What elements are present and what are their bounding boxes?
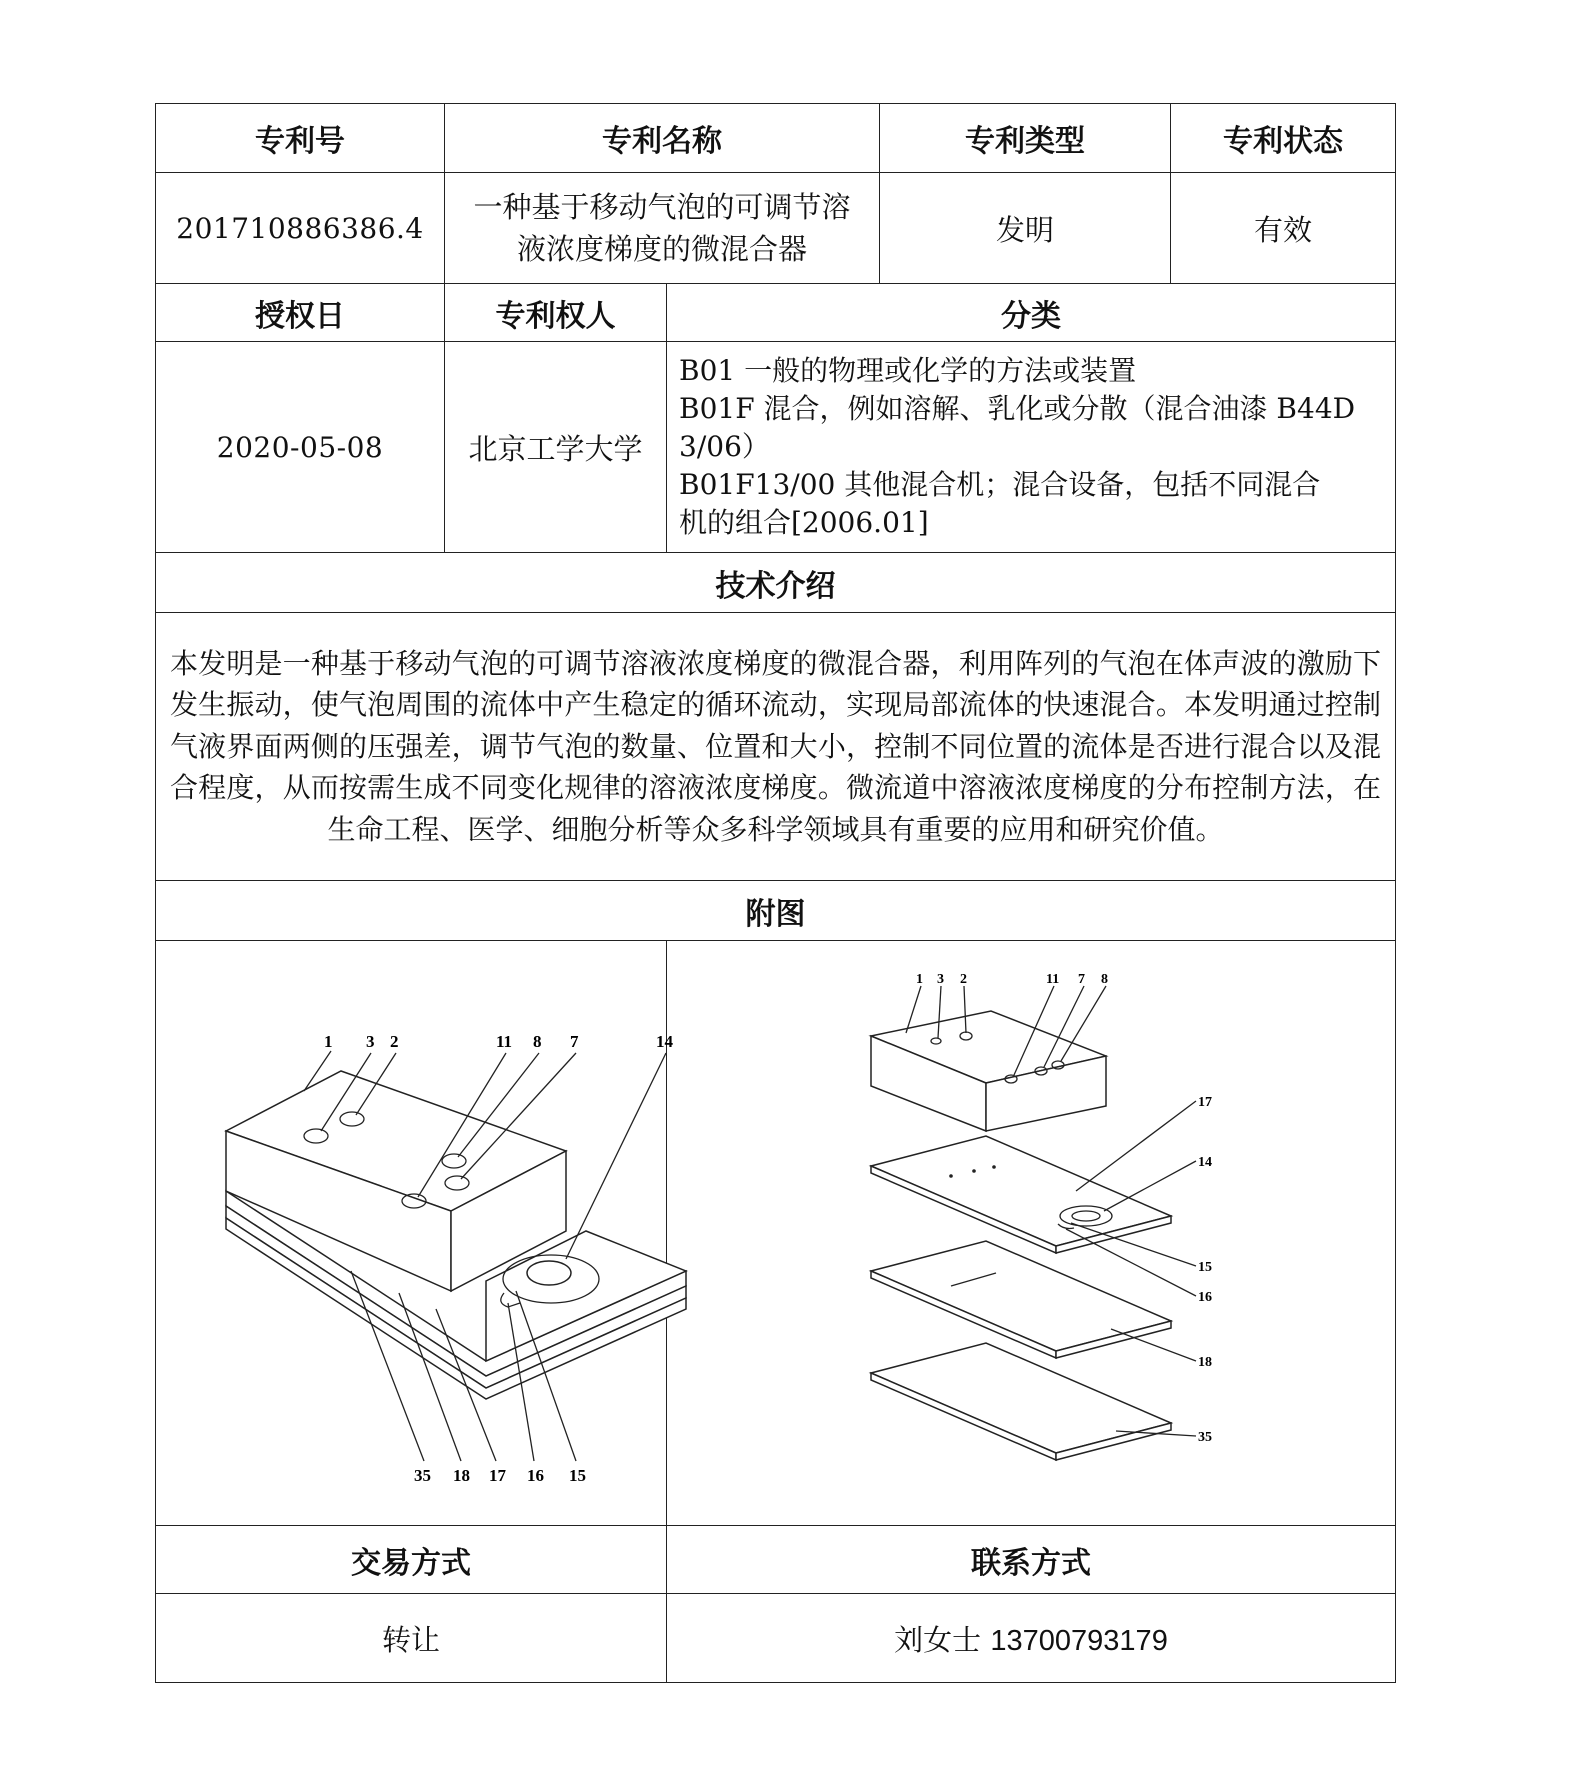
patent-name-label: 专利名称 [445, 104, 880, 173]
figure-exploded [667, 941, 1396, 1526]
callout-label: 15 [569, 1466, 586, 1485]
callout-label: 1 [324, 1032, 333, 1051]
classification-line: 机的组合[2006.01] [679, 506, 929, 539]
patent-number: 201710886386.4 [156, 173, 445, 284]
figures-header-row [156, 881, 1396, 941]
callout-label: 8 [1101, 972, 1108, 987]
contact-info [667, 1594, 1396, 1683]
tech-intro-label: 技术介绍 [156, 553, 1396, 613]
callout-label: 7 [570, 1032, 579, 1051]
callout-label: 35 [1198, 1430, 1212, 1445]
patent-info-sheet [155, 103, 1395, 1683]
callout-label: 17 [489, 1466, 506, 1485]
exploded-device-drawing [726, 941, 1336, 1521]
callout-label: 3 [937, 972, 944, 987]
classification-list [667, 342, 1396, 553]
patent-status: 有效 [1171, 173, 1396, 284]
second-header-row [156, 284, 1396, 342]
owner-label: 专利权人 [445, 284, 667, 342]
callout-label: 7 [1078, 972, 1085, 987]
figure-assembled [156, 941, 673, 1526]
grant-date-label: 授权日 [156, 284, 445, 342]
callout-label: 18 [1198, 1355, 1212, 1370]
callout-label: 17 [1198, 1095, 1212, 1110]
callout-label: 35 [414, 1466, 431, 1485]
callout-label: 8 [533, 1032, 542, 1051]
tech-intro-row [156, 613, 1396, 881]
trade-method-label: 交易方式 [156, 1526, 667, 1594]
owner: 北京工学大学 [445, 342, 667, 553]
patent-status-label: 专利状态 [1171, 104, 1396, 173]
callout-label: 11 [1046, 972, 1060, 987]
contact-phone: 13700793179 [990, 1624, 1168, 1657]
callout-label: 16 [527, 1466, 544, 1485]
figures-row [156, 941, 1396, 1526]
patent-row [156, 173, 1396, 284]
classification-line: B01F 混合，例如溶解、乳化或分散（混合油漆 B44D [679, 392, 1356, 425]
assembled-device-drawing [156, 941, 756, 1521]
callout-label: 11 [496, 1032, 513, 1051]
trade-method: 转让 [156, 1594, 667, 1683]
classification-line: B01F13/00 其他混合机；混合设备，包括不同混合 [679, 468, 1321, 501]
patent-name: 一种基于移动气泡的可调节溶液浓度梯度的微混合器 [445, 173, 880, 284]
grant-date: 2020-05-08 [156, 342, 445, 553]
tech-intro-header-row [156, 553, 1396, 613]
classification-line: 3/06） [679, 430, 770, 463]
patent-type: 发明 [880, 173, 1171, 284]
callout-label: 14 [656, 1032, 673, 1051]
trade-header-row [156, 1526, 1396, 1594]
callout-label: 15 [1198, 1260, 1212, 1275]
patent-type-label: 专利类型 [880, 104, 1171, 173]
trade-row [156, 1594, 1396, 1683]
callout-label: 18 [453, 1466, 470, 1485]
callout-label: 16 [1198, 1290, 1212, 1305]
callout-label: 2 [390, 1032, 399, 1051]
classification-label: 分类 [667, 284, 1396, 342]
header-row [156, 104, 1396, 173]
tech-intro-text: 本发明是一种基于移动气泡的可调节溶液浓度梯度的微混合器，利用阵列的气泡在体声波的激励下发生振动，使气泡周围的流体中产生稳定的循环流动，实现局部流体的快速混合。本发明通过控制气液界面两侧的压强差，调节气泡的数量、位置和大小，控制不同位置的流体是否进行混合以及混合程度，从而按需生成不同变化规律的溶液浓度梯度。微流道中溶液浓度梯度的分布控制方法，在生命工程、医学、细胞分析等众多科学领域具有重要的应用和研究价值。 [156, 613, 1396, 881]
details-row [156, 342, 1396, 553]
callout-label: 14 [1198, 1155, 1212, 1170]
callout-label: 1 [916, 972, 923, 987]
contact-name: 刘女士 [894, 1622, 982, 1657]
patent-table [155, 103, 1396, 1683]
callout-label: 3 [366, 1032, 375, 1051]
figures-label: 附图 [156, 881, 1396, 941]
patent-no-label: 专利号 [156, 104, 445, 173]
callout-label: 2 [960, 972, 967, 987]
contact-label: 联系方式 [667, 1526, 1396, 1594]
classification-line: B01 一般的物理或化学的方法或装置 [679, 354, 1137, 387]
